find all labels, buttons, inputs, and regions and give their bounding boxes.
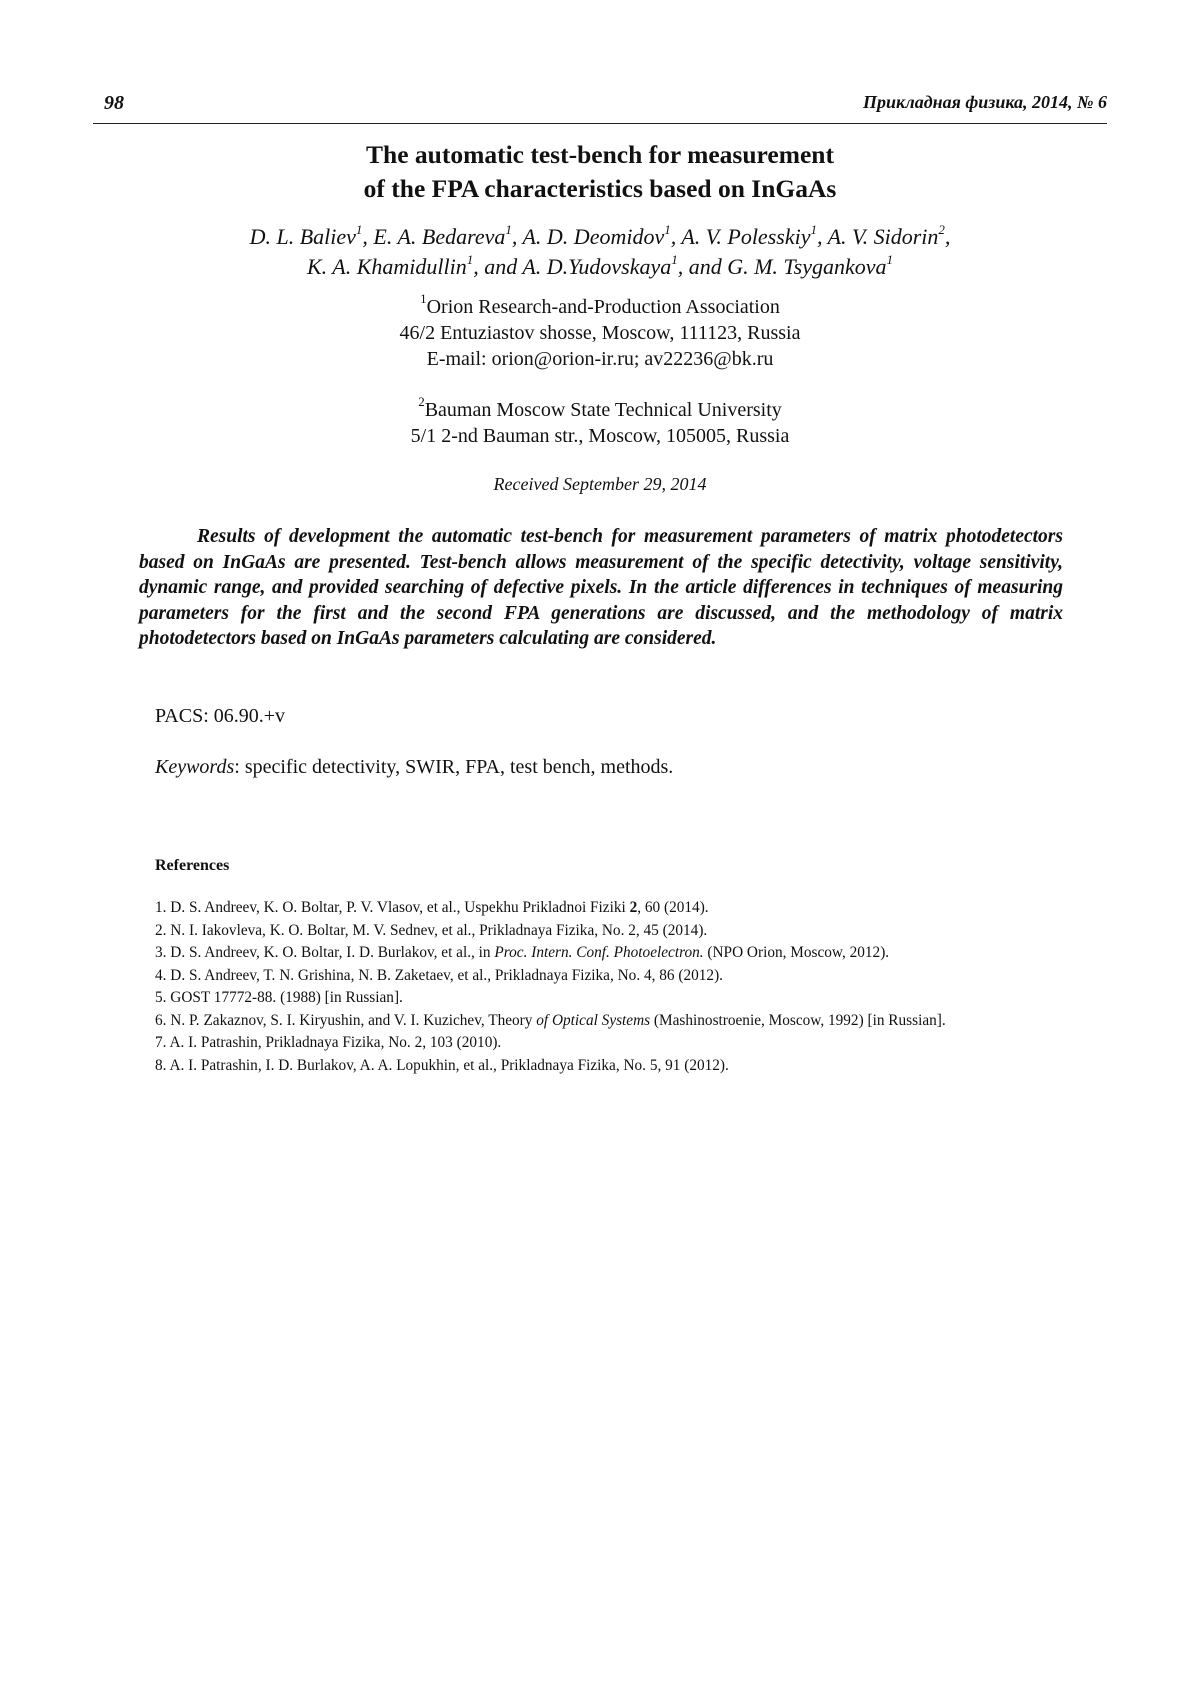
reference-text: 3. D. S. Andreev, K. O. Boltar, I. D. Burlakov, et al., in <box>155 944 495 961</box>
abstract: Results of development the automatic test-bench for measurement parameters of matrix photodetectors based on InGaAs are presented. Test-bench allows measurement of the specific detectivity, voltage sensitivity, dynamic range, and provided searching of defective pixels. In the article differences in techniques of measuring parameters for the first and the second FPA generations are discussed, and the methodology of matrix photodetectors based on InGaAs parameters calculating are considered. <box>139 526 1063 649</box>
received-date: Received September 29, 2014 <box>493 474 707 494</box>
affiliation-1-address: 46/2 Entuziastov shosse, Moscow, 111123, Russia <box>399 322 801 344</box>
author: E. A. Bedareva <box>373 224 506 249</box>
title-line-1: The automatic test-bench for measurement <box>366 140 834 169</box>
reference-item <box>155 987 1115 1010</box>
keywords-label: Keywords <box>155 756 235 778</box>
reference-item <box>155 965 1115 988</box>
references-list <box>155 897 1115 1077</box>
author-separator: , <box>473 254 485 279</box>
reference-text: (NPO Orion, Moscow, 2012). <box>703 944 890 961</box>
reference-text: 4. D. S. Andreev, T. N. Grishina, N. B. Zaketaev, et al., Prikladnaya Fizika, No. 4, 86 (2012). <box>155 966 723 984</box>
author-affiliation-mark: 1 <box>664 221 671 237</box>
reference-text: 5. GOST 17772-88. (1988) [in Russian]. <box>155 989 403 1006</box>
reference-item <box>155 897 1115 920</box>
author: K. A. Khamidullin <box>306 254 467 279</box>
reference-item <box>155 920 1115 943</box>
reference-item <box>155 1010 1115 1033</box>
author-affiliation-mark: 1 <box>505 221 512 237</box>
affiliation-2-address: 5/1 2-nd Bauman str., Moscow, 105005, Russia <box>410 425 790 447</box>
pacs-code: PACS: 06.90.+v <box>155 705 286 727</box>
affiliation-2 <box>93 394 1107 449</box>
author-line-2 <box>93 252 1107 282</box>
author-separator: , <box>944 224 951 249</box>
author-affiliation-mark: 1 <box>886 251 894 267</box>
author: D. L. Baliev <box>249 224 356 249</box>
reference-text: 2. N. I. Iakovleva, K. O. Boltar, M. V. Sednev, et al., Prikladnaya Fizika, No. 2, 45 (2014). <box>155 921 708 939</box>
references-heading: References <box>155 857 230 874</box>
affiliation-1-name: $^1$Orion Research-and-Production Association <box>420 291 780 318</box>
keywords <box>155 756 673 779</box>
affiliation-1-mark: 1 <box>420 291 427 307</box>
reference-item <box>155 942 1115 965</box>
reference-text: of Optical Systems <box>536 1011 651 1029</box>
reference-text: 8. A. I. Patrashin, I. D. Burlakov, A. A. Lopukhin, et al., Prikladnaya Fizika, No. 5, 91 (2012). <box>155 1056 729 1074</box>
reference-text: , 60 (2014). <box>637 899 709 916</box>
reference-text: (Mashinostroenie, Moscow, 1992) [in Russian]. <box>650 1011 946 1029</box>
author-affiliation-mark: 1 <box>671 251 678 267</box>
author: A. V. Polesskiy <box>681 224 811 249</box>
affiliation-2-mark: 2 <box>418 394 425 410</box>
author: and G. M. Tsygankova <box>688 254 887 279</box>
reference-text: 2 <box>629 899 638 916</box>
author-separator: , <box>677 254 689 279</box>
paper-title <box>93 138 1107 206</box>
author-affiliation-mark: 1 <box>466 251 474 267</box>
author-separator: , <box>816 224 828 249</box>
author-list <box>93 222 1107 282</box>
reference-text: Proc. Intern. Conf. Photoelectron. <box>494 944 704 961</box>
reference-text: 1. D. S. Andreev, K. O. Boltar, P. V. Vlasov, et al., Uspekhu Prikladnoi Fiziki <box>155 899 630 916</box>
author: and A. D.Yudovskaya <box>484 254 672 279</box>
reference-text: 6. N. P. Zakaznov, S. I. Kiryushin, and V. I. Kuzichev, Theory <box>155 1011 537 1029</box>
reference-item <box>155 1032 1115 1055</box>
page-number: 98 <box>104 92 124 114</box>
author-line-1 <box>93 222 1107 252</box>
author: A. D. Deomidov <box>522 224 665 249</box>
affiliation-1 <box>93 291 1107 372</box>
author-separator: , <box>511 224 523 249</box>
reference-item <box>155 1055 1115 1078</box>
author-affiliation-mark: 2 <box>938 221 945 237</box>
header-rule <box>93 123 1107 124</box>
journal-running-head: Прикладная физика, 2014, № 6 <box>862 92 1107 112</box>
author-affiliation-mark: 1 <box>355 221 363 237</box>
affiliation-2-name: $^2$Bauman Moscow State Technical University <box>418 394 782 421</box>
author-affiliation-mark: 1 <box>810 221 817 237</box>
title-line-2: of the FPA characteristics based on InGaAs <box>363 174 837 203</box>
reference-text: 7. A. I. Patrashin, Prikladnaya Fizika, No. 2, 103 (2010). <box>155 1034 502 1051</box>
author: A. V. Sidorin <box>827 224 939 249</box>
keywords-text: : specific detectivity, SWIR, FPA, test bench, methods. <box>234 756 674 778</box>
affiliation-1-email: E-mail: orion@orion-ir.ru; av22236@bk.ru <box>426 348 774 370</box>
author-separator: , <box>362 224 374 249</box>
author-separator: , <box>670 224 682 249</box>
